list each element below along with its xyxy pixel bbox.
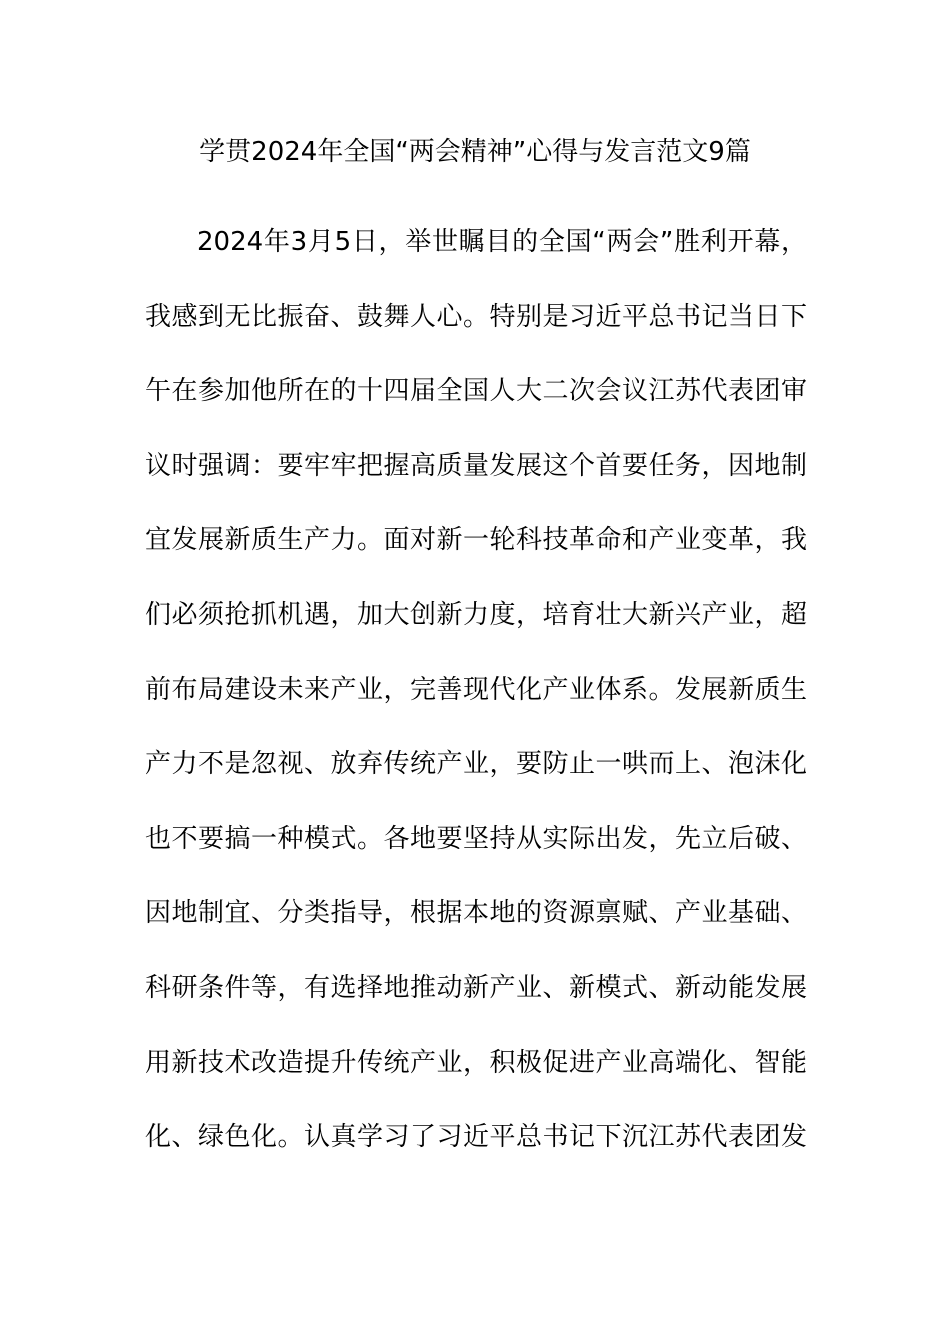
paragraph-line-1: 2024年3月5日，举世瞩目的全国“两会”胜利开幕，: [197, 227, 807, 257]
paragraph-line-4: 议时强调：要牢牢把握高质量发展这个首要任务，因地制: [145, 450, 807, 481]
paragraph-line-8: 产力不是忽视、放弃传统产业，要防止一哄而上、泡沫化: [145, 749, 807, 780]
paragraph-line-5: 宜发展新质生产力。面对新一轮科技革命和产业变革，我: [145, 525, 807, 556]
paragraph-line-12: 用新技术改造提升传统产业，积极促进产业高端化、智能: [145, 1047, 807, 1078]
paragraph-line-13: 化、绿色化。认真学习了习近平总书记下沉江苏代表团发: [145, 1122, 807, 1153]
document-title: 学贯2024年全国“两会精神”心得与发言范文9篇: [199, 137, 751, 167]
body-paragraph: [145, 222, 807, 1192]
paragraph-line-11: 科研条件等，有选择地推动新产业、新模式、新动能发展: [145, 972, 807, 1003]
paragraph-line-7: 前布局建设未来产业，完善现代化产业体系。发展新质生: [145, 674, 807, 705]
paragraph-line-9: 也不要搞一种模式。各地要坚持从实际出发，先立后破、: [145, 823, 807, 854]
paragraph-line-6: 们必须抢抓机遇，加大创新力度，培育壮大新兴产业，超: [145, 599, 807, 630]
paragraph-line-3: 午在参加他所在的十四届全国人大二次会议江苏代表团审: [145, 376, 807, 407]
paragraph-line-10: 因地制宜、分类指导，根据本地的资源禀赋、产业基础、: [145, 898, 807, 929]
paragraph-line-2: 我感到无比振奋、鼓舞人心。特别是习近平总书记当日下: [145, 301, 807, 332]
